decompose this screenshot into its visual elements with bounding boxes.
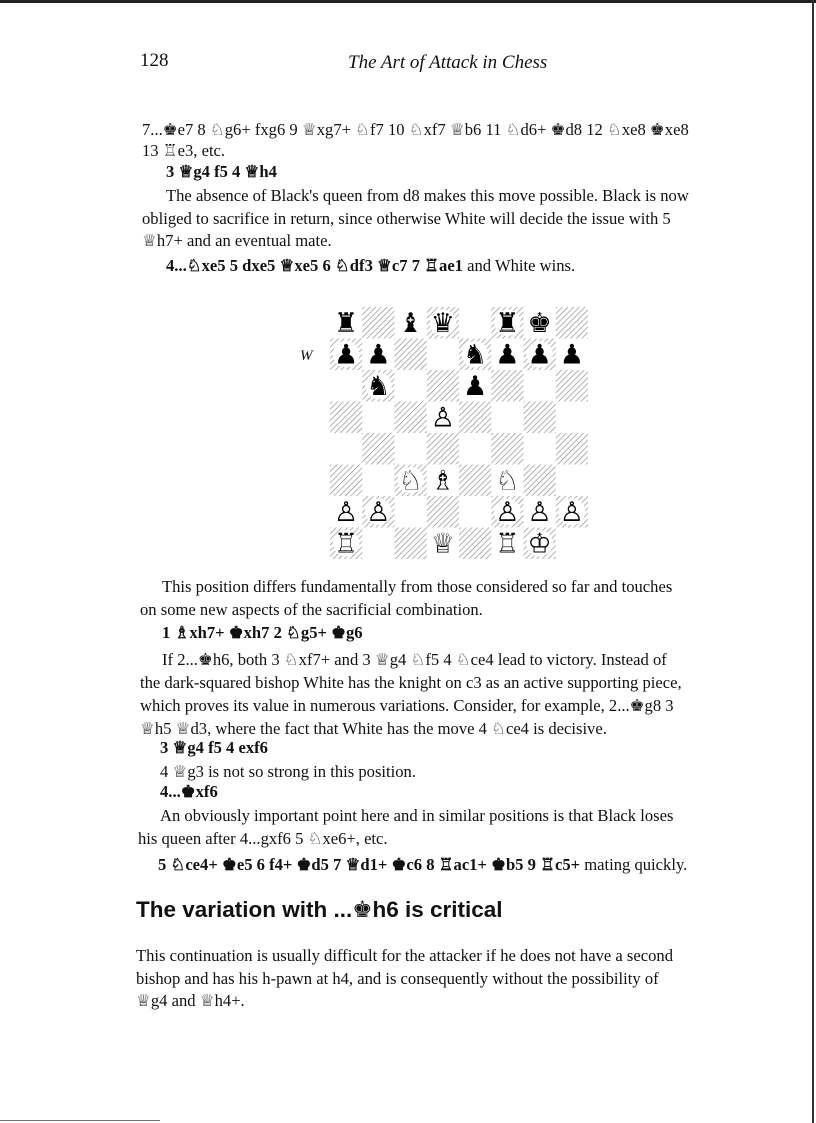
line-p3b: on some new aspects of the sacrificial combination.: [140, 600, 483, 619]
square-c4: [395, 433, 428, 465]
square-f5: [491, 402, 524, 434]
square-h5: [556, 402, 588, 434]
page-top-rule: [0, 0, 816, 3]
black-pawn-b7: ♟: [366, 339, 391, 371]
line-p2b: obliged to sacrifice in return, since otherwise White will decide the issue with 5: [142, 209, 671, 228]
white-pawn-g2: ♙: [527, 496, 552, 528]
black-king-g8: ♚: [527, 307, 552, 339]
move-line-2-moves: 4...♘xe5 5 dxe5 ♕xe5 6 ♘df3 ♕c7 7 ♖ae1: [166, 256, 463, 275]
black-pawn-f7: ♟: [495, 339, 520, 371]
square-e3: [459, 465, 492, 497]
line-p4c: which proves its value in numerous variations. Consider, for example, 2...♚g8 3: [140, 696, 674, 715]
line-p7b: bishop and has his h-pawn at h4, and is consequently without the possibility of: [136, 969, 659, 988]
black-pawn-h7: ♟: [559, 339, 584, 371]
line-p4a: If 2...♚h6, both 3 ♘xf7+ and 3 ♕g4 ♘f5 4 ♘ce4 lead to victory. Instead of: [162, 650, 667, 669]
line-p7c: ♕g4 and ♕h4+.: [136, 991, 245, 1010]
square-e1: [459, 528, 492, 560]
black-bishop-c8: ♝: [398, 307, 423, 339]
square-a3: [330, 465, 363, 497]
line-p1b: 13 ♖e3, etc.: [142, 141, 226, 160]
section-heading: The variation with ...♚h6 is critical: [136, 897, 503, 922]
white-knight-f3: ♘: [495, 465, 520, 497]
page-bottom-mark: [0, 1120, 160, 1121]
move-line-3: 1 ♗xh7+ ♚xh7 2 ♘g5+ ♚g6: [162, 623, 363, 642]
square-a5: [330, 402, 363, 434]
black-pawn-a7: ♟: [334, 339, 359, 371]
square-c2: [395, 496, 428, 528]
black-pawn-g7: ♟: [527, 339, 552, 371]
square-e4: [459, 433, 492, 465]
square-e2: [459, 496, 492, 528]
square-b4: [362, 433, 395, 465]
black-queen-d8: ♛: [430, 307, 455, 339]
white-rook-a1: ♖: [334, 528, 359, 559]
diagram-side-to-move: W: [300, 348, 313, 364]
black-pawn-e6: ♟: [463, 370, 488, 402]
white-pawn-a2: ♙: [334, 496, 359, 528]
move-line-5: 4...♚xf6: [160, 782, 218, 801]
line-p5: 4 ♕g3 is not so strong in this position.: [160, 762, 416, 781]
line-p1a: 7...♚e7 8 ♘g6+ fxg6 9 ♕xg7+ ♘f7 10 ♘xf7 ♕b6 11 ♘d6+ ♚d8 12 ♘xe8 ♚xe8: [142, 120, 689, 139]
square-h1: [556, 528, 588, 560]
black-knight-e7: ♞: [463, 339, 488, 371]
square-f6: [491, 370, 524, 402]
square-d2: [427, 496, 460, 528]
white-pawn-f2: ♙: [495, 496, 520, 528]
square-b8: [362, 307, 395, 339]
square-d7: [427, 339, 460, 371]
move-line-6-tail: mating quickly.: [580, 855, 688, 874]
move-line-2: [166, 256, 575, 277]
line-p7a: This continuation is usually difficult for the attacker if he does not have a second: [136, 946, 673, 965]
page-right-edge: [812, 0, 814, 1123]
square-c6: [395, 370, 428, 402]
square-h3: [556, 465, 588, 497]
chess-board: [330, 307, 588, 559]
line-p3a: This position differs fundamentally from those considered so far and touches: [162, 577, 673, 596]
square-c1: [395, 528, 428, 560]
white-knight-c3: ♘: [398, 465, 423, 497]
square-c5: [395, 402, 428, 434]
chess-diagram: [330, 307, 588, 559]
running-head: The Art of Attack in Chess: [348, 52, 548, 73]
white-rook-f1: ♖: [495, 528, 520, 559]
square-g6: [524, 370, 557, 402]
square-g4: [524, 433, 557, 465]
white-king-g1: ♔: [527, 528, 552, 559]
square-b3: [362, 465, 395, 497]
white-pawn-h2: ♙: [559, 496, 584, 528]
white-pawn-b2: ♙: [366, 496, 391, 528]
black-rook-a8: ♜: [334, 307, 359, 339]
line-p2a: The absence of Black's queen from d8 makes this move possible. Black is now: [166, 186, 689, 205]
white-pawn-d5: ♙: [430, 402, 455, 434]
move-line-6-moves: 5 ♘ce4+ ♚e5 6 f4+ ♚d5 7 ♕d1+ ♚c6 8 ♖ac1+ ♚b5 9 ♖c5+: [158, 855, 581, 874]
square-b5: [362, 402, 395, 434]
move-line-4: 3 ♕g4 f5 4 exf6: [160, 738, 268, 757]
square-f4: [491, 433, 524, 465]
black-rook-f8: ♜: [495, 307, 520, 339]
move-line-6: [158, 855, 687, 876]
square-h8: [556, 307, 588, 339]
line-p4d: ♕h5 ♕d3, where the fact that White has the move 4 ♘ce4 is decisive.: [140, 719, 607, 738]
move-line-1: 3 ♕g4 f5 4 ♕h4: [166, 162, 277, 181]
black-knight-b6: ♞: [366, 370, 391, 402]
square-e8: [459, 307, 492, 339]
line-p6b: his queen after 4...gxf6 5 ♘xe6+, etc.: [138, 829, 388, 848]
line-p2c: ♕h7+ and an eventual mate.: [142, 231, 332, 250]
move-line-2-tail: and White wins.: [462, 256, 576, 275]
page-number: 128: [140, 50, 169, 71]
square-a4: [330, 433, 363, 465]
line-p4b: the dark-squared bishop White has the knight on c3 as an active supporting piece,: [140, 673, 682, 692]
square-e5: [459, 402, 492, 434]
square-h6: [556, 370, 588, 402]
white-queen-d1: ♕: [430, 528, 455, 559]
square-c7: [395, 339, 428, 371]
square-a6: [330, 370, 363, 402]
square-h4: [556, 433, 588, 465]
line-p6a: An obviously important point here and in similar positions is that Black loses: [160, 806, 674, 825]
square-g3: [524, 465, 557, 497]
square-d4: [427, 433, 460, 465]
square-g5: [524, 402, 557, 434]
white-bishop-d3: ♗: [430, 465, 455, 497]
square-b1: [362, 528, 395, 560]
square-d6: [427, 370, 460, 402]
